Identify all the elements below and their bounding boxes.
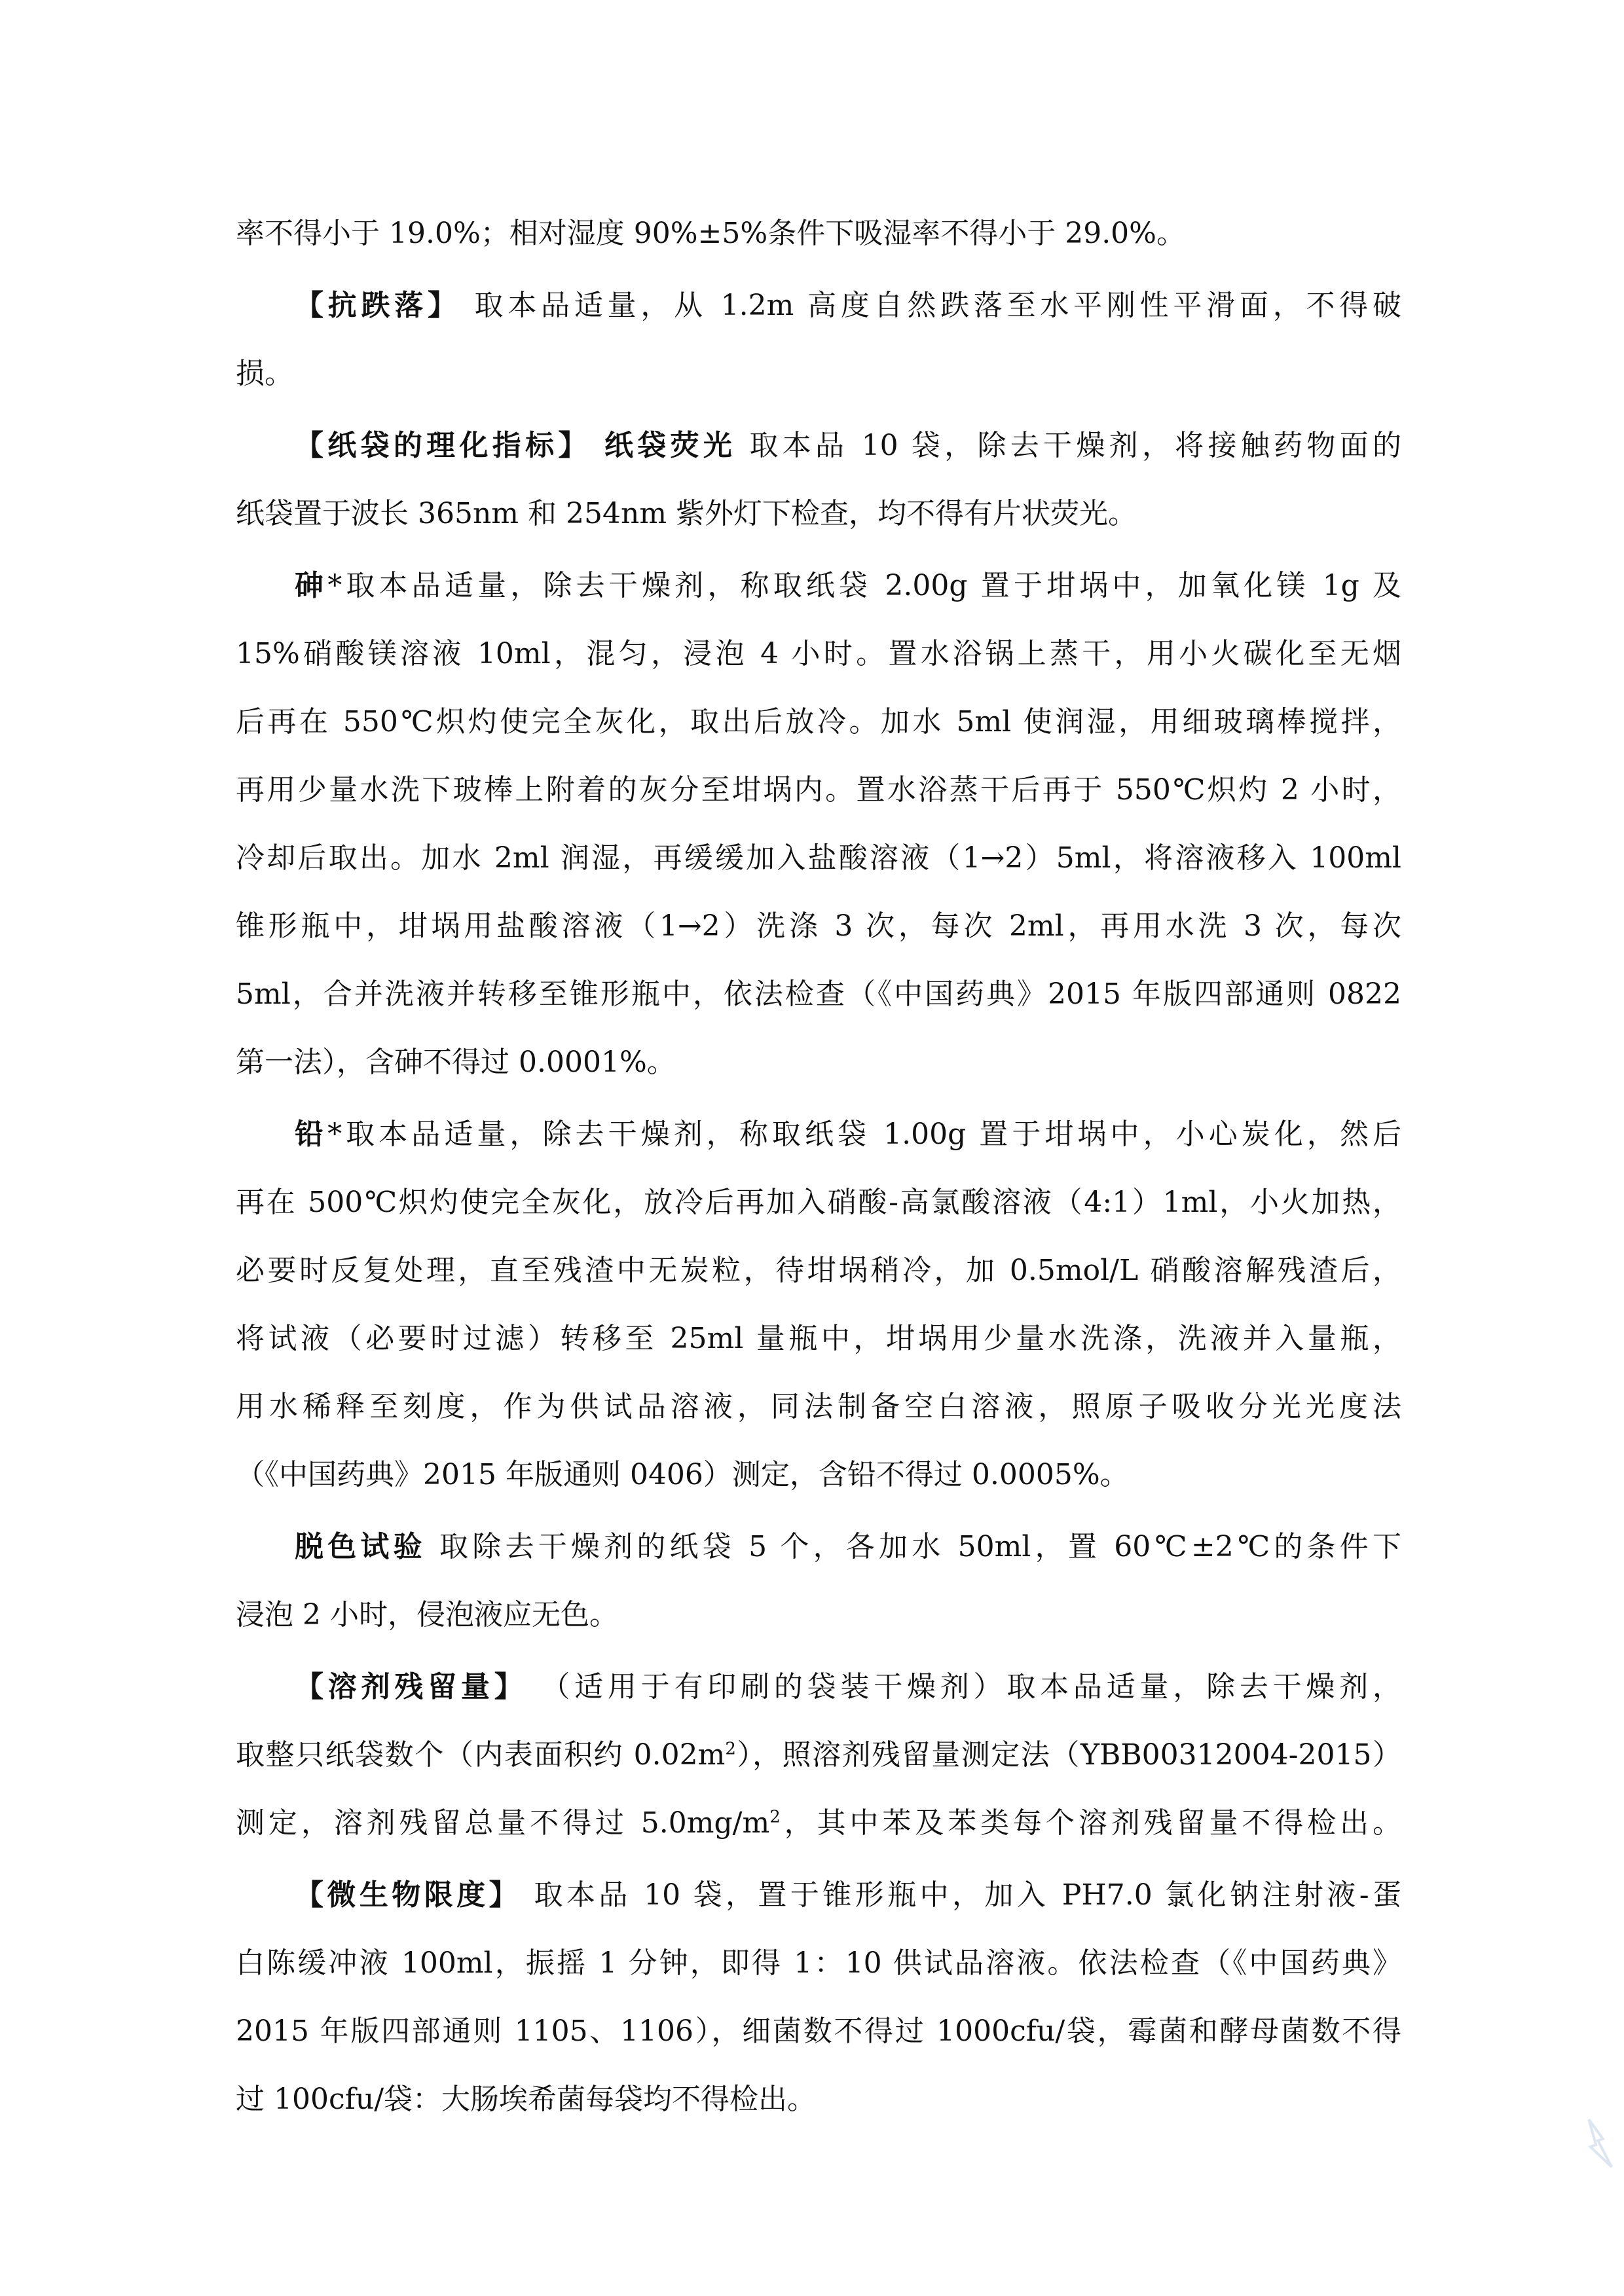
line-text: 白陈缓冲液 100ml，振摇 1 分钟，即得 1：10 供试品溶液。依法检查（《中国药典》 xyxy=(236,1946,1401,1980)
line-text-continued: ，其中苯及苯类每个溶剂残留量不得检出。 xyxy=(780,1806,1401,1840)
line-text: 纸袋置于波长 365nm 和 254nm 紫外灯下检查，均不得有片状荧光。 xyxy=(236,497,1137,530)
line-text: 过 100cfu/袋：大肠埃希菌每袋均不得检出。 xyxy=(236,2083,817,2116)
superscript: 2 xyxy=(725,1739,736,1759)
text-line xyxy=(236,824,1401,892)
text-line xyxy=(236,756,1401,824)
line-text: 必要时反复处理，直至残渣中无炭粒，待坩埚稍冷，加 0.5mol/L 硝酸溶解残渣后， xyxy=(236,1254,1401,1287)
text-line xyxy=(236,960,1401,1029)
line-text: 率不得小于 19.0%；相对湿度 90%±5%条件下吸湿率不得小于 29.0%。 xyxy=(236,217,1185,250)
text-line xyxy=(295,1861,1401,1929)
section-label: 【溶剂残留量】 xyxy=(295,1670,528,1704)
line-text: 用水稀释至刻度，作为供试品溶液，同法制备空白溶液，照原子吸收分光光度法 xyxy=(236,1390,1401,1423)
line-text: *取本品适量，除去干燥剂，称取纸袋 2.00g 置于坩埚中，加氧化镁 1g 及 xyxy=(327,569,1401,602)
text-line xyxy=(295,1101,1401,1169)
text-line xyxy=(236,200,1401,268)
line-text: 取本品 10 袋，置于锥形瓶中，加入 PH7.0 氯化钠注射液-蛋 xyxy=(521,1878,1401,1912)
text-line xyxy=(236,1029,1401,1097)
text-line xyxy=(295,1513,1401,1581)
text-line xyxy=(295,1653,1401,1721)
line-text: （适用于有印刷的袋装干燥剂）取本品适量，除去干燥剂， xyxy=(527,1670,1401,1704)
text-line xyxy=(236,1581,1401,1649)
text-line xyxy=(236,620,1401,688)
text-line xyxy=(236,1929,1401,1997)
line-text-continued: ），照溶剂残留量测定法（YBB00312004-2015） xyxy=(735,1738,1401,1772)
line-text: 取本品 10 袋，除去干燥剂，将接触药物面的 xyxy=(736,429,1401,462)
section-label: 铅 xyxy=(295,1118,328,1151)
line-text: 将试液（必要时过滤）转移至 25ml 量瓶中，坩埚用少量水洗涤，洗液并入量瓶， xyxy=(236,1322,1401,1355)
section-label: 脱色试验 xyxy=(295,1530,426,1563)
line-text: （《中国药典》2015 年版通则 0406）测定，含铅不得过 0.0005%。 xyxy=(236,1458,1129,1491)
text-line xyxy=(236,1997,1401,2066)
text-line xyxy=(236,2066,1401,2134)
text-line xyxy=(236,688,1401,756)
line-text: 取本品适量，从 1.2m 高度自然跌落至水平刚性平滑面，不得破 xyxy=(460,289,1401,322)
text-line xyxy=(236,1721,1401,1789)
text-line xyxy=(236,892,1401,960)
text-line xyxy=(236,1789,1401,1857)
line-text: 后再在 550℃炽灼使完全灰化，取出后放冷。加水 5ml 使润湿，用细玻璃棒搅拌， xyxy=(236,705,1401,738)
section-label: 【纸袋的理化指标】 xyxy=(295,429,591,462)
line-text: 5ml，合并洗液并转移至锥形瓶中，依法检查（《中国药典》2015 年版四部通则 0822 xyxy=(236,977,1401,1011)
text-line xyxy=(236,1237,1401,1305)
line-text: 锥形瓶中，坩埚用盐酸溶液（1→2）洗涤 3 次，每次 2ml，再用水洗 3 次，每次 xyxy=(236,909,1401,943)
subsection-label: 纸袋荧光 xyxy=(604,429,737,462)
line-text: 损。 xyxy=(236,357,293,390)
superscript: 2 xyxy=(769,1807,781,1827)
line-text: *取本品适量，除去干燥剂，称取纸袋 1.00g 置于坩埚中，小心炭化，然后 xyxy=(327,1118,1401,1151)
line-text: 再用少量水洗下玻棒上附着的灰分至坩埚内。置水浴蒸干后再于 550℃炽灼 2 小时， xyxy=(236,773,1401,807)
line-text: 第一法），含砷不得过 0.0001%。 xyxy=(236,1046,676,1079)
line-text: 测定，溶剂残留总量不得过 5.0mg/m xyxy=(236,1806,770,1840)
text-line xyxy=(236,1169,1401,1237)
text-line xyxy=(236,340,1401,408)
section-label: 砷 xyxy=(295,569,328,602)
section-label: 【微生物限度】 xyxy=(295,1878,522,1912)
text-line xyxy=(236,1441,1401,1509)
text-line xyxy=(295,552,1401,620)
line-text: 再在 500℃炽灼使完全灰化，放冷后再加入硝酸-高氯酸溶液（4:1）1ml，小火加热， xyxy=(236,1186,1401,1219)
line-text: 15%硝酸镁溶液 10ml，混匀，浸泡 4 小时。置水浴锅上蒸干，用小火碳化至无烟 xyxy=(236,637,1401,670)
text-line xyxy=(295,272,1401,340)
text-line xyxy=(236,1305,1401,1373)
section-label: 【抗跌落】 xyxy=(295,289,461,322)
text-line xyxy=(236,1373,1401,1441)
line-text: 取除去干燥剂的纸袋 5 个，各加水 50ml，置 60℃±2℃的条件下 xyxy=(426,1530,1401,1563)
line-text: 取整只纸袋数个（内表面积约 0.02m xyxy=(236,1738,726,1772)
line-text: 浸泡 2 小时，侵泡液应无色。 xyxy=(236,1598,618,1631)
text-line xyxy=(295,412,1401,480)
line-text: 冷却后取出。加水 2ml 润湿，再缓缓加入盐酸溶液（1→2）5ml，将溶液移入 100ml xyxy=(236,841,1401,875)
text-line xyxy=(236,480,1401,548)
line-text: 2015 年版四部通则 1105、1106），细菌数不得过 1000cfu/袋，霉菌和酵母菌数不得 xyxy=(236,2014,1401,2048)
